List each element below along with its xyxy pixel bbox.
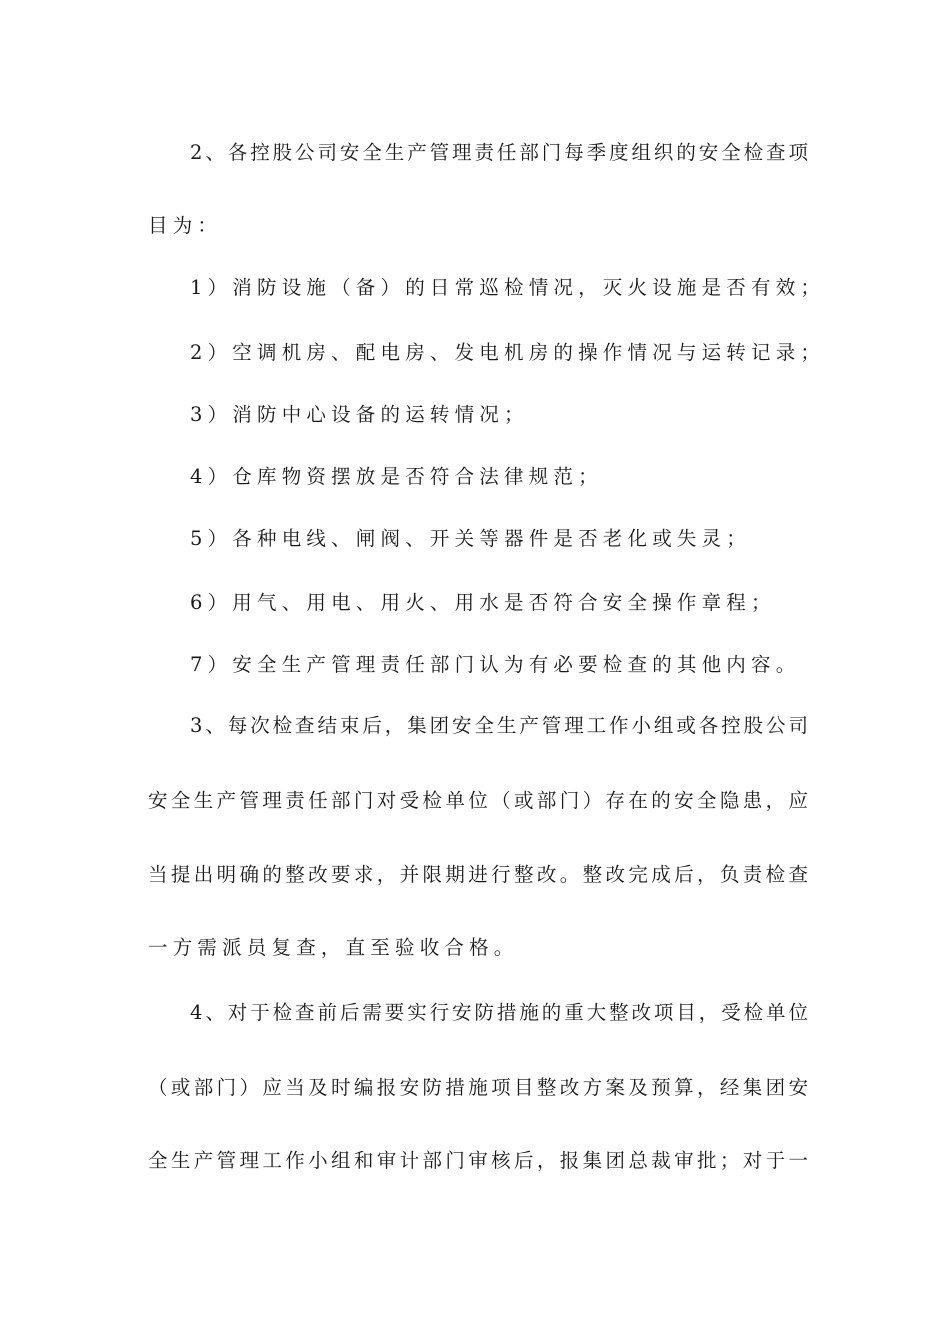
paragraph-3-line-3: 当提出明确的整改要求，并限期进行整改。整改完成后，负责检查	[148, 863, 808, 886]
list-item-1: 1）消防设施（备）的日常巡检情况，灭火设施是否有效；	[190, 276, 826, 299]
list-item-2: 2）空调机房、配电房、发电机房的操作情况与运转记录；	[190, 341, 826, 364]
paragraph-4-line-2: （或部门）应当及时编报安防措施项目整改方案及预算，经集团安	[148, 1076, 808, 1099]
paragraph-3-line-2: 安全生产管理责任部门对受检单位（或部门）存在的安全隐患，应	[148, 789, 808, 812]
paragraph-3-line-1: 3、每次检查结束后，集团安全生产管理工作小组或各控股公司	[190, 714, 808, 737]
paragraph-2-line-1: 2、各控股公司安全生产管理责任部门每季度组织的安全检查项	[190, 141, 808, 164]
paragraph-3-line-4: 一方需派员复查，直至验收合格。	[148, 936, 519, 959]
list-item-7: 7）安全生产管理责任部门认为有必要检查的其他内容。	[190, 653, 801, 676]
list-item-3: 3）消防中心设备的运转情况；	[190, 403, 529, 426]
paragraph-2-line-2: 目为：	[148, 214, 223, 237]
list-item-5: 5）各种电线、闸阀、开关等器件是否老化或失灵；	[190, 527, 752, 550]
paragraph-4-line-1: 4、对于检查前后需要实行安防措施的重大整改项目，受检单位	[190, 1001, 808, 1024]
paragraph-4-line-3: 全生产管理工作小组和审计部门审核后，报集团总裁审批；对于一	[148, 1149, 808, 1172]
list-item-6: 6）用气、用电、用火、用水是否符合安全操作章程；	[190, 591, 776, 614]
list-item-4: 4）仓库物资摆放是否符合法律规范；	[190, 465, 603, 488]
